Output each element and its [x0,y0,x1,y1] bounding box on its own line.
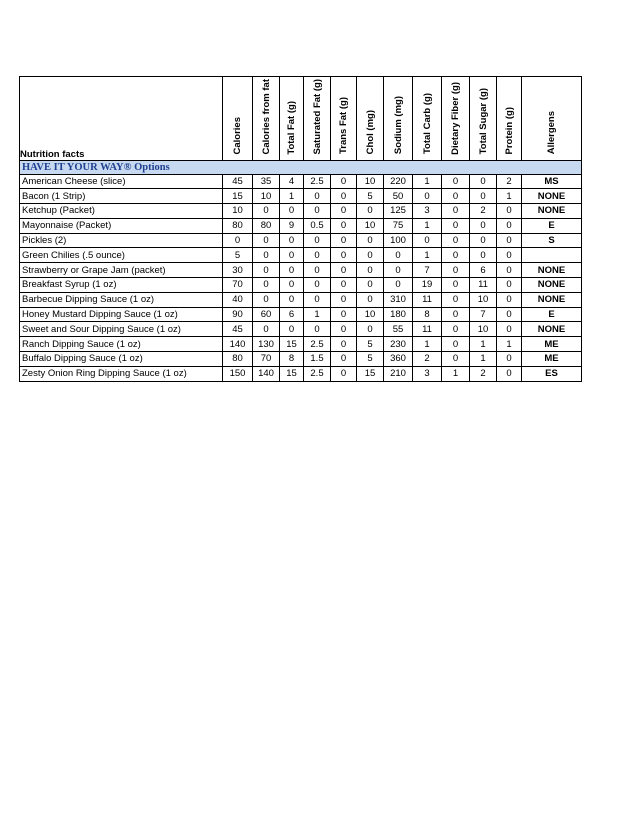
nutrient-value-cell: 0 [442,233,470,248]
nutrient-value-cell: 0 [304,233,331,248]
nutrient-value-cell: 0 [357,204,384,219]
nutrient-value-cell: 80 [223,218,253,233]
row-item-name: Bacon (1 Strip) [20,189,223,204]
row-item-name: Breakfast Syrup (1 oz) [20,278,223,293]
nutrient-value-cell: 75 [384,218,413,233]
nutrient-value-cell: 2.5 [304,174,331,189]
nutrient-value-cell: 0 [280,233,304,248]
nutrient-value-cell: 7 [413,263,442,278]
nutrient-value-cell: 210 [384,366,413,381]
nutrient-value-cell: 0 [280,278,304,293]
nutrient-value-cell: 0 [280,204,304,219]
nutrient-value-cell: 11 [413,322,442,337]
allergen-cell: E [522,307,582,322]
nutrient-value-cell: 0 [253,292,280,307]
nutrient-value-cell: 11 [470,278,497,293]
nutrient-value-cell: 0 [331,366,357,381]
column-header [442,77,470,161]
nutrient-value-cell: 0 [253,278,280,293]
column-header-label: Dietary Fiber (g) [450,81,461,155]
table-row [20,204,582,219]
nutrient-value-cell: 0 [413,189,442,204]
nutrient-value-cell: 0 [331,174,357,189]
nutrient-value-cell: 15 [280,337,304,352]
nutrient-value-cell: 10 [357,218,384,233]
nutrient-value-cell: 0 [304,263,331,278]
nutrient-value-cell: 0 [304,248,331,263]
nutrient-value-cell: 5 [357,352,384,367]
column-header [413,77,442,161]
nutrient-value-cell: 70 [253,352,280,367]
nutrient-value-cell: 40 [223,292,253,307]
nutrient-value-cell: 50 [384,189,413,204]
nutrient-value-cell: 10 [357,174,384,189]
nutrient-value-cell: 0 [497,352,522,367]
nutrient-value-cell: 1 [413,337,442,352]
nutrient-value-cell: 0 [442,337,470,352]
allergen-cell [522,248,582,263]
nutrient-value-cell: 2.5 [304,337,331,352]
nutrient-value-cell: 1.5 [304,352,331,367]
nutrient-value-cell: 0 [331,204,357,219]
nutrient-value-cell: 360 [384,352,413,367]
nutrient-value-cell: 180 [384,307,413,322]
column-header-label: Calories [232,117,243,155]
nutrient-value-cell: 0 [442,189,470,204]
nutrient-value-cell: 140 [253,366,280,381]
nutrient-value-cell: 1 [304,307,331,322]
column-header-label: Saturated Fat (g) [311,79,323,155]
nutrient-value-cell: 1 [470,337,497,352]
nutrient-value-cell: 0 [497,204,522,219]
nutrient-value-cell: 0 [331,292,357,307]
allergen-cell: NONE [522,278,582,293]
row-item-name: Mayonnaise (Packet) [20,218,223,233]
nutrient-value-cell: 0 [497,366,522,381]
nutrient-value-cell: 0 [497,278,522,293]
table-row [20,366,582,381]
allergen-cell: NONE [522,322,582,337]
nutrient-value-cell: 1 [442,366,470,381]
nutrient-value-cell: 0 [497,218,522,233]
nutrient-value-cell: 4 [280,174,304,189]
nutrient-value-cell: 7 [470,307,497,322]
nutrient-value-cell: 0 [497,263,522,278]
column-header-label: Total Sugar (g) [477,88,489,155]
nutrient-value-cell: 0 [357,278,384,293]
nutrient-value-cell: 0 [384,263,413,278]
table-row [20,352,582,367]
nutrition-table [19,76,582,382]
table-row [20,322,582,337]
nutrient-value-cell: 0 [280,248,304,263]
column-header [384,77,413,161]
nutrient-value-cell: 0 [304,278,331,293]
row-item-name: Ketchup (Packet) [20,204,223,219]
nutrient-value-cell: 100 [384,233,413,248]
nutrient-value-cell: 2 [413,352,442,367]
nutrient-value-cell: 0 [331,248,357,263]
nutrient-value-cell: 0 [331,189,357,204]
nutrient-value-cell: 0 [497,307,522,322]
table-row [20,292,582,307]
column-header [357,77,384,161]
column-header [497,77,522,161]
table-row [20,337,582,352]
allergen-cell: S [522,233,582,248]
nutrient-value-cell: 0.5 [304,218,331,233]
nutrient-value-cell: 0 [331,307,357,322]
column-header [253,77,280,161]
nutrient-value-cell: 140 [223,337,253,352]
column-header [522,77,582,161]
column-header-label: Chol (mg) [364,110,376,155]
nutrient-value-cell: 0 [357,292,384,307]
nutrient-value-cell: 0 [470,233,497,248]
row-item-name: Honey Mustard Dipping Sauce (1 oz) [20,307,223,322]
nutrient-value-cell: 0 [304,292,331,307]
nutrient-value-cell: 15 [223,189,253,204]
nutrient-value-cell: 1 [497,337,522,352]
nutrient-value-cell: 0 [470,189,497,204]
nutrient-value-cell: 1 [413,218,442,233]
nutrient-value-cell: 8 [280,352,304,367]
nutrient-value-cell: 0 [304,204,331,219]
nutrient-value-cell: 10 [470,292,497,307]
nutrient-value-cell: 6 [470,263,497,278]
allergen-cell: NONE [522,204,582,219]
row-item-name: Strawberry or Grape Jam (packet) [20,263,223,278]
column-header [280,77,304,161]
nutrient-value-cell: 0 [442,352,470,367]
allergen-cell: E [522,218,582,233]
nutrient-value-cell: 0 [470,248,497,263]
nutrient-value-cell: 90 [223,307,253,322]
nutrient-value-cell: 0 [497,322,522,337]
column-header-label: Protein (g) [503,107,515,155]
column-header [331,77,357,161]
nutrient-value-cell: 35 [253,174,280,189]
nutrient-value-cell: 45 [223,174,253,189]
nutrient-value-cell: 0 [253,248,280,263]
nutrient-value-cell: 1 [470,352,497,367]
nutrient-value-cell: 0 [384,248,413,263]
table-row [20,263,582,278]
nutrient-value-cell: 60 [253,307,280,322]
table-row [20,174,582,189]
nutrient-value-cell: 11 [413,292,442,307]
nutrient-value-cell: 0 [331,278,357,293]
allergen-cell: ME [522,337,582,352]
allergen-cell: MS [522,174,582,189]
table-row [20,189,582,204]
table-row [20,307,582,322]
nutrient-value-cell: 0 [470,174,497,189]
row-item-name: Buffalo Dipping Sauce (1 oz) [20,352,223,367]
nutrient-value-cell: 30 [223,263,253,278]
row-item-name: Ranch Dipping Sauce (1 oz) [20,337,223,352]
nutrient-value-cell: 0 [384,278,413,293]
nutrient-value-cell: 3 [413,366,442,381]
column-header [470,77,497,161]
table-row [20,233,582,248]
nutrient-value-cell: 0 [253,263,280,278]
nutrient-value-cell: 0 [280,263,304,278]
nutrient-value-cell: 0 [331,322,357,337]
nutrient-value-cell: 0 [442,204,470,219]
nutrient-value-cell: 5 [223,248,253,263]
nutrient-value-cell: 1 [413,248,442,263]
row-item-name: Sweet and Sour Dipping Sauce (1 oz) [20,322,223,337]
row-item-name: Zesty Onion Ring Dipping Sauce (1 oz) [20,366,223,381]
nutrient-value-cell: 0 [442,248,470,263]
nutrient-value-cell: 0 [470,218,497,233]
allergen-cell: NONE [522,189,582,204]
section-title: HAVE IT YOUR WAY® Options [20,160,582,174]
nutrient-value-cell: 6 [280,307,304,322]
nutrient-value-cell: 0 [357,263,384,278]
nutrient-value-cell: 2 [497,174,522,189]
nutrient-value-cell: 0 [331,352,357,367]
nutrient-value-cell: 0 [497,233,522,248]
table-row [20,248,582,263]
nutrient-value-cell: 15 [357,366,384,381]
nutrient-value-cell: 1 [280,189,304,204]
nutrient-value-cell: 1 [413,174,442,189]
column-header-label: Calories from fat [260,79,272,155]
nutrient-value-cell: 0 [280,322,304,337]
nutrient-value-cell: 5 [357,189,384,204]
nutrient-value-cell: 0 [442,174,470,189]
table-row [20,218,582,233]
column-header [304,77,331,161]
allergen-cell: ES [522,366,582,381]
nutrient-value-cell: 0 [442,278,470,293]
section-header-row [20,160,582,174]
nutrient-value-cell: 0 [357,248,384,263]
nutrient-value-cell: 0 [331,263,357,278]
row-item-name: Barbecue Dipping Sauce (1 oz) [20,292,223,307]
column-header [223,77,253,161]
nutrient-value-cell: 0 [253,233,280,248]
header-row [20,77,582,161]
nutrient-value-cell: 0 [497,248,522,263]
nutrient-value-cell: 10 [470,322,497,337]
nutrient-value-cell: 10 [223,204,253,219]
nutrient-value-cell: 125 [384,204,413,219]
nutrient-value-cell: 0 [253,204,280,219]
nutrient-value-cell: 0 [442,307,470,322]
nutrient-value-cell: 1 [497,189,522,204]
nutrient-value-cell: 0 [442,218,470,233]
row-item-name: Pickles (2) [20,233,223,248]
column-header-label: Sodium (mg) [392,96,404,155]
nutrient-value-cell: 230 [384,337,413,352]
nutrient-value-cell: 130 [253,337,280,352]
nutrient-value-cell: 0 [357,322,384,337]
nutrient-value-cell: 5 [357,337,384,352]
column-header-label: Trans Fat (g) [338,97,349,155]
nutrient-value-cell: 3 [413,204,442,219]
nutrient-value-cell: 0 [280,292,304,307]
column-header-label: Total Carb (g) [421,93,433,155]
nutrient-value-cell: 150 [223,366,253,381]
nutrient-value-cell: 2.5 [304,366,331,381]
nutrient-value-cell: 0 [331,337,357,352]
nutrient-value-cell: 80 [253,218,280,233]
nutrient-value-cell: 0 [442,292,470,307]
nutrient-value-cell: 310 [384,292,413,307]
nutrient-value-cell: 19 [413,278,442,293]
nutrient-value-cell: 0 [357,233,384,248]
nutrient-value-cell: 15 [280,366,304,381]
row-item-name: American Cheese (slice) [20,174,223,189]
column-header-label: Allergens [546,111,557,155]
nutrient-value-cell: 0 [497,292,522,307]
nutrient-value-cell: 0 [304,189,331,204]
nutrient-value-cell: 0 [223,233,253,248]
allergen-cell: ME [522,352,582,367]
nutrient-value-cell: 0 [442,322,470,337]
allergen-cell: NONE [522,263,582,278]
nutrient-value-cell: 10 [357,307,384,322]
column-header-label: Total Fat (g) [286,100,297,155]
nutrient-value-cell: 0 [442,263,470,278]
row-item-name: Green Chilies (.5 ounce) [20,248,223,263]
table-row [20,278,582,293]
nutrient-value-cell: 55 [384,322,413,337]
nutrient-value-cell: 0 [304,322,331,337]
nutrient-value-cell: 220 [384,174,413,189]
nutrient-value-cell: 0 [331,218,357,233]
nutrient-value-cell: 0 [331,233,357,248]
nutrient-value-cell: 70 [223,278,253,293]
nutrient-value-cell: 8 [413,307,442,322]
nutrient-value-cell: 9 [280,218,304,233]
nutrient-value-cell: 0 [253,322,280,337]
nutrient-value-cell: 0 [413,233,442,248]
nutrient-value-cell: 10 [253,189,280,204]
nutrient-value-cell: 80 [223,352,253,367]
table-title: Nutrition facts [20,77,223,161]
nutrient-value-cell: 45 [223,322,253,337]
nutrient-value-cell: 2 [470,366,497,381]
allergen-cell: NONE [522,292,582,307]
nutrient-value-cell: 2 [470,204,497,219]
